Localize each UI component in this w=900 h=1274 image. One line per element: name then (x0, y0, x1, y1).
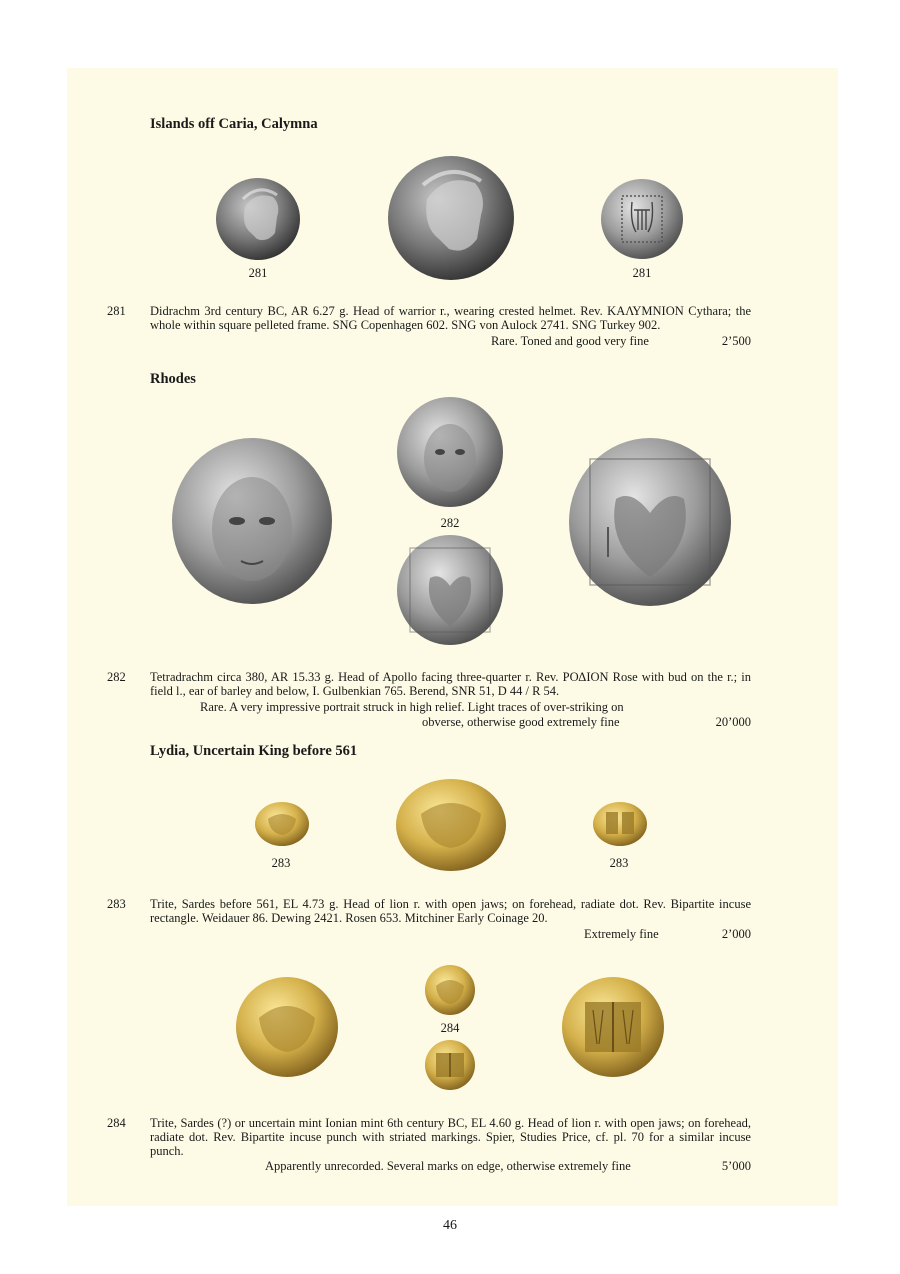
section-heading-calymna: Islands off Caria, Calymna (150, 116, 318, 132)
section-heading-rhodes: Rhodes (150, 371, 196, 387)
lot-grade-281: Rare. Toned and good very fine (491, 334, 649, 348)
coin-label-282: 282 (440, 516, 460, 530)
coin-283-reverse-image (592, 801, 648, 847)
coin-281-obverse-image (215, 177, 301, 261)
coin-281-obverse-enlarged-image (387, 155, 515, 281)
coin-label-284: 284 (440, 1021, 460, 1035)
coin-label-281-reverse: 281 (632, 266, 652, 280)
lot-number-281: 281 (107, 304, 126, 318)
coin-282-obverse-image (396, 396, 504, 508)
lot-price-284: 5’000 (721, 1159, 751, 1173)
lot-number-283: 283 (107, 897, 126, 911)
lot-grade-284: Apparently unrecorded. Several marks on edge, otherwise extremely fine (265, 1159, 631, 1173)
lot-description-281: Didrachm 3rd century BC, AR 6.27 g. Head of warrior r., wearing crested helmet. Rev. ΚΑΛΥΜΝΙΟΝ Cythara; the whole within square pelleted frame. SNG Copenhagen 602. SNG von Aulock 2741. SNG Turkey 902. (150, 304, 751, 332)
coin-284-reverse-image (424, 1039, 476, 1091)
section-heading-lydia: Lydia, Uncertain King before 561 (150, 743, 358, 759)
coin-282-reverse-enlarged-image (568, 437, 732, 607)
coin-283-obverse-enlarged-image (395, 778, 507, 872)
coin-282-obverse-enlarged-image (171, 437, 333, 605)
lot-grade-282-line2: obverse, otherwise good extremely fine (422, 715, 620, 729)
coin-label-281-obverse: 281 (248, 266, 268, 280)
lot-grade-282-line1: Rare. A very impressive portrait struck in high relief. Light traces of over-striking on (200, 700, 624, 714)
lot-number-282: 282 (107, 670, 126, 684)
coin-284-obverse-image (424, 964, 476, 1016)
coin-284-reverse-enlarged-image (561, 976, 665, 1078)
lot-number-284: 284 (107, 1116, 126, 1130)
lot-description-283: Trite, Sardes before 561, EL 4.73 g. Head of lion r. with open jaws; on forehead, radiate dot. Rev. Bipartite incuse rectangle. Weidauer 86. Dewing 2421. Rosen 653. Mitchiner Early Coinage 20. (150, 897, 751, 925)
coin-282-reverse-image (396, 534, 504, 646)
lot-grade-283: Extremely fine (584, 927, 659, 941)
lot-description-284: Trite, Sardes (?) or uncertain mint Ionian mint 6th century BC, EL 4.60 g. Head of lion r. with open jaws; on forehead, radiate dot. Rev. Bipartite incuse punch with striated markings. Spier, Studies Price, cf. pl. 70 for a similar incuse punch. (150, 1116, 751, 1158)
coin-284-obverse-enlarged-image (235, 976, 339, 1078)
coin-281-reverse-image (600, 178, 684, 260)
lot-price-282: 20’000 (715, 715, 751, 729)
coin-label-283-obverse: 283 (271, 856, 291, 870)
coin-label-283-reverse: 283 (609, 856, 629, 870)
page-number: 46 (443, 1218, 457, 1233)
lot-description-282: Tetradrachm circa 380, AR 15.33 g. Head of Apollo facing three-quarter r. Rev. ΡΟΔΙΟΝ Rose with bud on the r.; in field l., ear of barley and below, I. Gulbenkian 765. Berend, SNR 51, D 44 / R 54. (150, 670, 751, 698)
lot-price-281: 2’500 (721, 334, 751, 348)
coin-283-obverse-image (254, 801, 310, 847)
lot-price-283: 2’000 (721, 927, 751, 941)
